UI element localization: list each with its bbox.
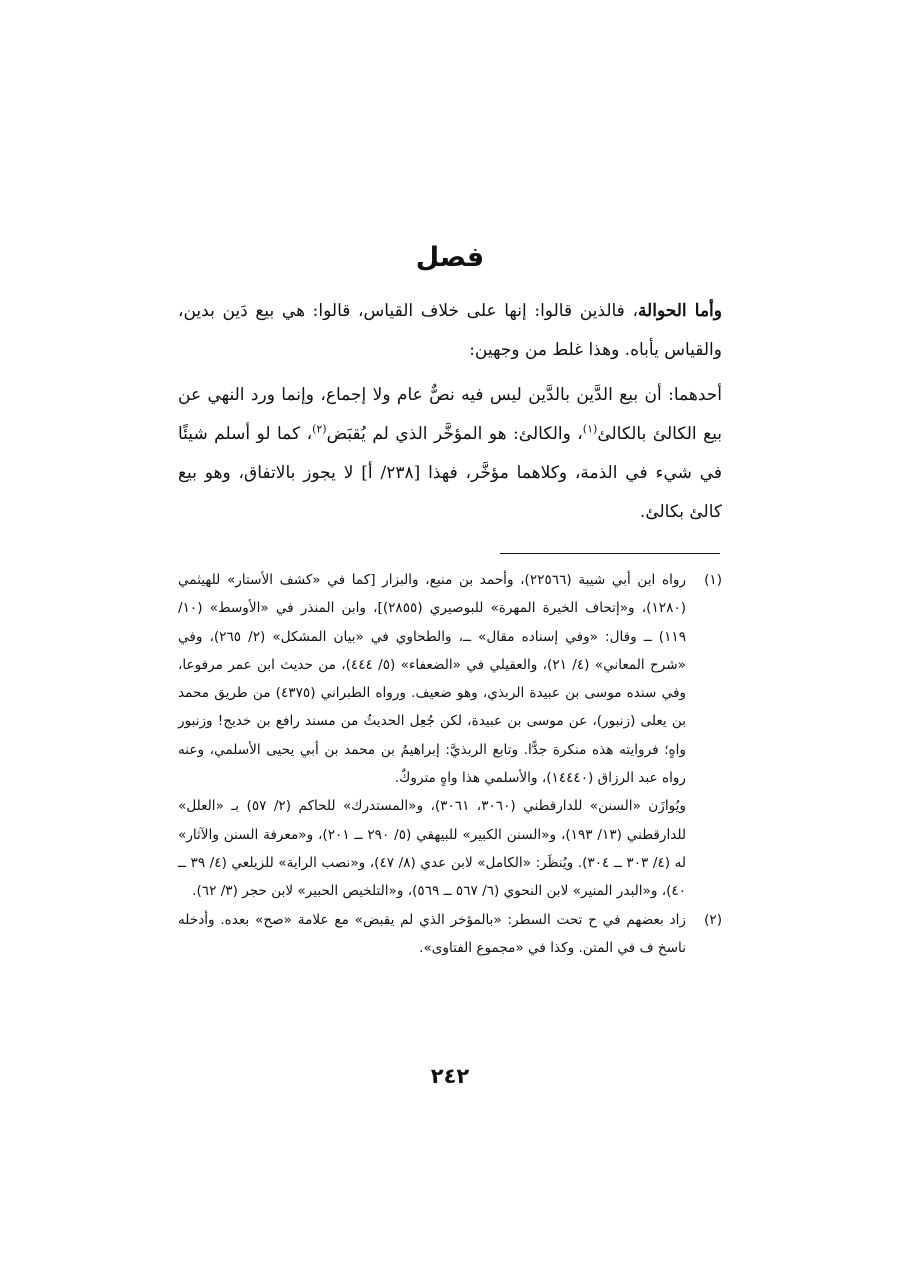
footnote-1 xyxy=(178,566,722,906)
footnote-2 xyxy=(178,906,722,963)
footnote-number: (١) xyxy=(704,572,722,588)
paragraph-first-aspect-part2: ، والكالئ: هو المؤخَّر الذي لم يُقبَض xyxy=(326,424,583,444)
footnote-separator xyxy=(500,553,720,554)
footnotes xyxy=(178,566,722,962)
footnote-paragraph: زاد بعضهم في ح تحت السطر: «بالمؤخر الذي لم يقبض» مع علامة «صح» بعده. وأدخله ناسخ ف في المتن. وكذا في «مجموع الفتاوى». xyxy=(178,911,686,956)
page-number: ٢٤٢ xyxy=(430,1064,470,1088)
footnote-paragraph: ويُوازَن «السنن» للدارقطني (٣٠٦٠، ٣٠٦١)، و«المستدرك» للحاكم (٢/ ٥٧) بـ «العلل» للدارقطني (١٣/ ١٩٣)، و«السنن الكبير» للبيهقي (٥/ ٢٩٠ ــ ٢٠١)، و«معرفة السنن والآثار» له (٤/ ٣٠٣ ــ ٣٠٤). ويُنظَر: «الكامل» لابن عدي (٨/ ٤٧)، و«نصب الراية» للزيلعي (٤/ ٣٩ ــ ٤٠)، و«البدر المنير» لابن النحوي (٦/ ٥٦٧ ــ ٥٦٩)، و«التلخيص الحبير» لابن حجر (٣/ ٦٢). xyxy=(178,798,687,900)
paragraph-hawala-text: ، فالذين قالوا: إنها على خلاف القياس، قالوا: هي بيع دَين بدين، والقياس يأباه. وهذا غلط من وجهين: xyxy=(178,301,722,360)
main-text xyxy=(178,292,722,538)
paragraph-first-aspect-part3: ، كما لو أسلم شيئًا في شيء في الذمة، وكلاهما مؤخَّر، فهذا [٢٣٨/ أ] لا يجوز بالاتفاق، وهو بيع كالئ بكالئ. xyxy=(178,424,722,522)
footnote-ref-1[interactable]: (١) xyxy=(582,422,598,436)
section-heading: فصل xyxy=(415,242,485,273)
hawala-term: وأما الحوالة xyxy=(637,301,722,321)
paragraph-first-aspect xyxy=(178,376,722,532)
footnote-number: (٢) xyxy=(704,911,722,928)
footnote-text xyxy=(178,906,686,963)
paragraph-first-aspect-part1: أحدهما: أن بيع الدَّين بالدَّين ليس فيه نصٌّ عام ولا إجماع، وإنما ورد النهي عن بيع الكالئ بالكالئ xyxy=(178,385,723,444)
footnote-text xyxy=(178,566,686,906)
footnote-ref-2[interactable]: (٢) xyxy=(312,422,327,436)
footnote-paragraph: رواه ابن أبي شيبة (٢٢٥٦٦)، وأحمد بن منيع، والبزار [كما في «كشف الأستار» للهيثمي (١٢٨٠)، و«إتحاف الخيرة المهرة» للبوصيري (٢٨٥٥)]، وابن المنذر في «الأوسط» (١٠/ ١١٩) ــ وقال: «وفي إسناده مقال» ــ، والطحاوي في «بيان المشكل» (٢/ ٢٦٥)، وفي «شرح المعاني» (٤/ ٢١)، والعقيلي في «الضعفاء» (٥/ ٤٤٤)، من حديث ابن عمر مرفوعا، وفي سنده موسى بن عبيدة الربذي، وهو ضعيف. ورواه الطبراني (٤٣٧٥) من طريق محمد بن يعلى (زنبور)، عن موسى بن عبيدة، لكن جُعِل الحديثُ من مسند رافع بن خديج! وزنبور واهٍ؛ فروايته هذه منكرة جدًّا. وتابع الربذيَّ: إبراهيمُ بن محمد بن أبي يحيى الأسلمي، وعنه رواه عبد الرزاق (١٤٤٤٠)، والأسلمي هذا واهٍ متروكٌ. xyxy=(178,572,687,787)
paragraph-hawala xyxy=(178,292,722,370)
